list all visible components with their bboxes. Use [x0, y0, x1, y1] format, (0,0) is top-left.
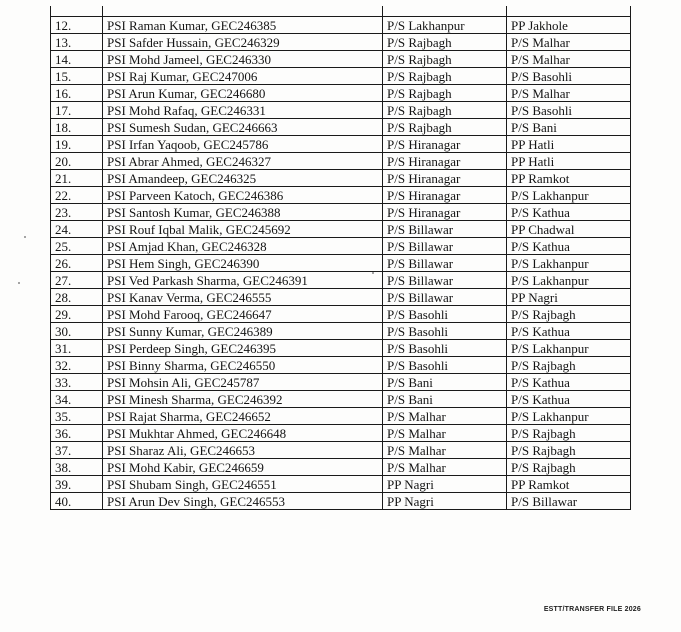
serial-number-cell: 26.	[51, 255, 103, 272]
from-station-cell: P/S Bani	[383, 374, 507, 391]
to-station-cell: P/S Basohli	[507, 68, 631, 85]
table-row	[51, 357, 631, 374]
officer-name-cell: PSI Mohsin Ali, GEC245787	[103, 374, 383, 391]
from-station-cell: P/S Hiranagar	[383, 136, 507, 153]
to-station-cell: P/S Malhar	[507, 85, 631, 102]
from-station-cell: P/S Rajbagh	[383, 102, 507, 119]
table-row	[51, 85, 631, 102]
table-row	[51, 323, 631, 340]
scan-speck	[18, 282, 20, 284]
to-station-cell: PP Jakhole	[507, 17, 631, 34]
to-station-cell: P/S Rajbagh	[507, 425, 631, 442]
serial-number-cell: 31.	[51, 340, 103, 357]
officer-name-cell: PSI Raj Kumar, GEC247006	[103, 68, 383, 85]
to-station-cell: P/S Kathua	[507, 391, 631, 408]
officer-name-cell: PSI Parveen Katoch, GEC246386	[103, 187, 383, 204]
to-station-cell: PP Nagri	[507, 289, 631, 306]
serial-number-cell: 34.	[51, 391, 103, 408]
officer-name-cell: PSI Shubam Singh, GEC246551	[103, 476, 383, 493]
from-station-cell: PP Nagri	[383, 493, 507, 510]
officer-name-cell: PSI Safder Hussain, GEC246329	[103, 34, 383, 51]
serial-number-cell: 28.	[51, 289, 103, 306]
serial-number-cell: 24.	[51, 221, 103, 238]
from-station-cell: P/S Rajbagh	[383, 51, 507, 68]
from-station-cell: P/S Hiranagar	[383, 204, 507, 221]
table-row	[51, 68, 631, 85]
transfer-table	[50, 6, 631, 510]
to-station-cell: P/S Rajbagh	[507, 442, 631, 459]
serial-number-cell: 14.	[51, 51, 103, 68]
officer-name-cell: PSI Arun Kumar, GEC246680	[103, 85, 383, 102]
officer-name-cell: PSI Amandeep, GEC246325	[103, 170, 383, 187]
officer-name-cell: PSI Ved Parkash Sharma, GEC246391	[103, 272, 383, 289]
serial-number-cell: 39.	[51, 476, 103, 493]
officer-name-cell: PSI Raman Kumar, GEC246385	[103, 17, 383, 34]
table-row	[51, 221, 631, 238]
to-station-cell: P/S Malhar	[507, 34, 631, 51]
table-row	[51, 459, 631, 476]
table-row	[51, 153, 631, 170]
officer-name-cell: PSI Mukhtar Ahmed, GEC246648	[103, 425, 383, 442]
table-row	[51, 493, 631, 510]
serial-number-cell: 30.	[51, 323, 103, 340]
to-station-cell: P/S Basohli	[507, 102, 631, 119]
from-station-cell: P/S Billawar	[383, 238, 507, 255]
officer-name-cell: PSI Sunny Kumar, GEC246389	[103, 323, 383, 340]
serial-number-cell: 18.	[51, 119, 103, 136]
to-station-cell: P/S Kathua	[507, 323, 631, 340]
serial-number-cell: 29.	[51, 306, 103, 323]
from-station-cell: P/S Basohli	[383, 340, 507, 357]
officer-name-cell: PSI Santosh Kumar, GEC246388	[103, 204, 383, 221]
scan-speck	[24, 236, 26, 238]
to-station-cell: P/S Kathua	[507, 374, 631, 391]
table-row	[51, 136, 631, 153]
to-station-cell: PP Chadwal	[507, 221, 631, 238]
scan-speck	[372, 272, 374, 274]
serial-number-cell: 20.	[51, 153, 103, 170]
from-station-cell: P/S Malhar	[383, 408, 507, 425]
to-station-cell: P/S Lakhanpur	[507, 340, 631, 357]
from-station-cell: P/S Basohli	[383, 357, 507, 374]
table-row	[51, 306, 631, 323]
officer-name-cell: PSI Sharaz Ali, GEC246653	[103, 442, 383, 459]
serial-number-cell: 12.	[51, 17, 103, 34]
table-row	[51, 476, 631, 493]
officer-name-cell: PSI Mohd Farooq, GEC246647	[103, 306, 383, 323]
officer-name-cell: PSI Mohd Kabir, GEC246659	[103, 459, 383, 476]
table-row	[51, 187, 631, 204]
from-station-cell: P/S Billawar	[383, 255, 507, 272]
serial-number-cell: 38.	[51, 459, 103, 476]
serial-number-cell: 16.	[51, 85, 103, 102]
serial-number-cell: 32.	[51, 357, 103, 374]
table-row-cut-off	[51, 6, 631, 17]
serial-number-cell: 25.	[51, 238, 103, 255]
serial-number-cell: 17.	[51, 102, 103, 119]
serial-number-cell: 23.	[51, 204, 103, 221]
table-row	[51, 289, 631, 306]
officer-name-cell: PSI Mohd Jameel, GEC246330	[103, 51, 383, 68]
officer-name-cell: PSI Kanav Verma, GEC246555	[103, 289, 383, 306]
from-station-cell: P/S Hiranagar	[383, 187, 507, 204]
from-station-cell: P/S Rajbagh	[383, 68, 507, 85]
from-station-cell: P/S Basohli	[383, 306, 507, 323]
serial-number-cell: 36.	[51, 425, 103, 442]
officer-name-cell: PSI Rajat Sharma, GEC246652	[103, 408, 383, 425]
table-row	[51, 425, 631, 442]
to-station-cell: P/S Lakhanpur	[507, 255, 631, 272]
to-station-cell: P/S Rajbagh	[507, 357, 631, 374]
from-station-cell: P/S Rajbagh	[383, 85, 507, 102]
officer-name-cell: PSI Perdeep Singh, GEC246395	[103, 340, 383, 357]
serial-number-cell: 37.	[51, 442, 103, 459]
from-station-cell: PP Nagri	[383, 476, 507, 493]
transfer-table-body	[51, 6, 631, 510]
to-station-cell: P/S Rajbagh	[507, 459, 631, 476]
officer-name-cell: PSI Binny Sharma, GEC246550	[103, 357, 383, 374]
to-station-cell: P/S Bani	[507, 119, 631, 136]
officer-name-cell: PSI Abrar Ahmed, GEC246327	[103, 153, 383, 170]
officer-name-cell: PSI Rouf Iqbal Malik, GEC245692	[103, 221, 383, 238]
table-row	[51, 391, 631, 408]
officer-name-cell: PSI Amjad Khan, GEC246328	[103, 238, 383, 255]
to-station-cell: PP Hatli	[507, 153, 631, 170]
from-station-cell: P/S Rajbagh	[383, 34, 507, 51]
to-station-cell: P/S Kathua	[507, 238, 631, 255]
table-row	[51, 17, 631, 34]
from-station-cell: P/S Malhar	[383, 459, 507, 476]
to-station-cell: P/S Lakhanpur	[507, 272, 631, 289]
table-row	[51, 204, 631, 221]
table-row	[51, 340, 631, 357]
to-station-cell: P/S Kathua	[507, 204, 631, 221]
officer-name-cell: PSI Sumesh Sudan, GEC246663	[103, 119, 383, 136]
from-station-cell: P/S Malhar	[383, 442, 507, 459]
to-station-cell: P/S Lakhanpur	[507, 408, 631, 425]
table-row	[51, 170, 631, 187]
from-station-cell: P/S Hiranagar	[383, 170, 507, 187]
officer-name-cell: PSI Irfan Yaqoob, GEC245786	[103, 136, 383, 153]
officer-name-cell: PSI Mohd Rafaq, GEC246331	[103, 102, 383, 119]
officer-name-cell: PSI Arun Dev Singh, GEC246553	[103, 493, 383, 510]
officer-name-cell: PSI Minesh Sharma, GEC246392	[103, 391, 383, 408]
serial-number-cell: 15.	[51, 68, 103, 85]
serial-number-cell: 22.	[51, 187, 103, 204]
serial-number-cell: 27.	[51, 272, 103, 289]
officer-name-cell: PSI Hem Singh, GEC246390	[103, 255, 383, 272]
from-station-cell: P/S Billawar	[383, 289, 507, 306]
file-reference: ESTT/TRANSFER FILE 2026	[543, 606, 641, 613]
from-station-cell: P/S Billawar	[383, 221, 507, 238]
from-station-cell: P/S Billawar	[383, 272, 507, 289]
to-station-cell: PP Ramkot	[507, 476, 631, 493]
from-station-cell: P/S Rajbagh	[383, 119, 507, 136]
serial-number-cell: 19.	[51, 136, 103, 153]
to-station-cell: PP Ramkot	[507, 170, 631, 187]
from-station-cell: P/S Malhar	[383, 425, 507, 442]
from-station-cell: P/S Basohli	[383, 323, 507, 340]
serial-number-cell: 13.	[51, 34, 103, 51]
serial-number-cell: 35.	[51, 408, 103, 425]
to-station-cell: P/S Lakhanpur	[507, 187, 631, 204]
to-station-cell: P/S Malhar	[507, 51, 631, 68]
from-station-cell: P/S Hiranagar	[383, 153, 507, 170]
serial-number-cell: 21.	[51, 170, 103, 187]
table-row	[51, 442, 631, 459]
table-row	[51, 34, 631, 51]
table-row	[51, 238, 631, 255]
serial-number-cell: 40.	[51, 493, 103, 510]
table-row	[51, 272, 631, 289]
serial-number-cell: 33.	[51, 374, 103, 391]
to-station-cell: P/S Billawar	[507, 493, 631, 510]
table-row	[51, 408, 631, 425]
to-station-cell: P/S Rajbagh	[507, 306, 631, 323]
from-station-cell: P/S Lakhanpur	[383, 17, 507, 34]
table-row	[51, 119, 631, 136]
from-station-cell: P/S Bani	[383, 391, 507, 408]
table-row	[51, 102, 631, 119]
to-station-cell: PP Hatli	[507, 136, 631, 153]
table-row	[51, 374, 631, 391]
table-row	[51, 51, 631, 68]
table-row	[51, 255, 631, 272]
